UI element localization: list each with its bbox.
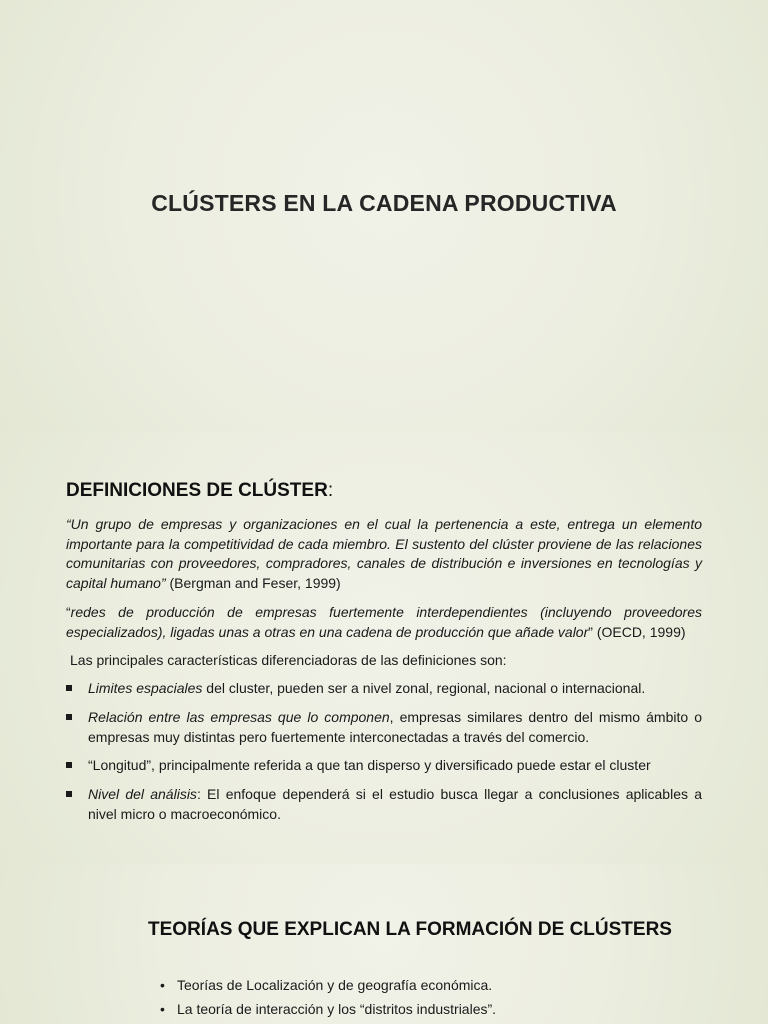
bullet-text: “Longitud”, principalmente referida a que tan disperso y diversificado puede estar el cluster (88, 757, 651, 773)
theory-text: Teorías de Localización y de geografía económica. (177, 977, 493, 993)
bullet-item (66, 679, 702, 699)
square-bullet-icon (66, 685, 72, 691)
theories-heading: TEORÍAS QUE EXPLICAN LA FORMACIÓN DE CLÚSTERS (148, 919, 672, 940)
quote-oecd (66, 603, 702, 642)
bullet-text: , empresas similares dentro del mismo ámbito o empresas muy distintas pero fuertemente interconectadas a través del comercio. (88, 709, 702, 745)
round-bullet-icon: • (160, 977, 165, 993)
slide-title (0, 0, 768, 432)
quote-oecd-text: redes de producción de empresas fuertemente interdependientes (incluyendo proveedores especializados), ligadas unas a otras en una cadena de producción que añade valor (66, 604, 702, 640)
theory-bullet (160, 976, 492, 995)
bullet-item (66, 785, 702, 824)
characteristics-intro: Las principales características diferenciadoras de las definiciones son: (70, 652, 507, 668)
bullet-item (66, 756, 702, 776)
quote-bergman (66, 515, 702, 593)
quote-oecd-citation: ” (OECD, 1999) (588, 623, 686, 640)
bullet-italic: Nivel del análisis (88, 786, 197, 802)
bullet-italic: Limites espaciales (88, 680, 203, 696)
square-bullet-icon (66, 714, 72, 720)
quote-bergman-citation: (Bergman and Feser, 1999) (165, 574, 341, 591)
bullet-text: del cluster, pueden ser a nivel zonal, regional, nacional o internacional. (202, 680, 646, 696)
definitions-heading (66, 480, 333, 502)
square-bullet-icon (66, 791, 72, 797)
slide-title-heading: CLÚSTERS EN LA CADENA PRODUCTIVA (151, 190, 617, 216)
quote-bergman-text: “Un grupo de empresas y organizaciones en el cual la pertenencia a este, entrega un elemento importante para la competitividad de cada miembro. El sustento del clúster proviene de las relaciones comunitarias con proveedores, compradores, canales de distribución e inversiones en tecnologías y capital humano” (66, 516, 702, 591)
bullet-italic: Relación entre las empresas que lo componen (88, 709, 390, 725)
slide-theories (0, 864, 768, 1024)
round-bullet-icon: • (160, 1001, 165, 1017)
theory-text: La teoría de interacción y los “distritos industriales”. (177, 1001, 497, 1017)
square-bullet-icon (66, 762, 72, 768)
quote-oecd-open: “ (66, 604, 71, 620)
slide-definitions (0, 432, 768, 864)
bullet-text: : El enfoque dependerá si el estudio busca llegar a conclusiones aplicables a nivel micro o macroeconómico. (88, 786, 702, 822)
bullet-item (66, 708, 702, 747)
definitions-heading-colon: : (327, 480, 334, 501)
theory-bullet (160, 1000, 496, 1019)
definitions-heading-text: DEFINICIONES DE CLÚSTER (66, 480, 328, 501)
